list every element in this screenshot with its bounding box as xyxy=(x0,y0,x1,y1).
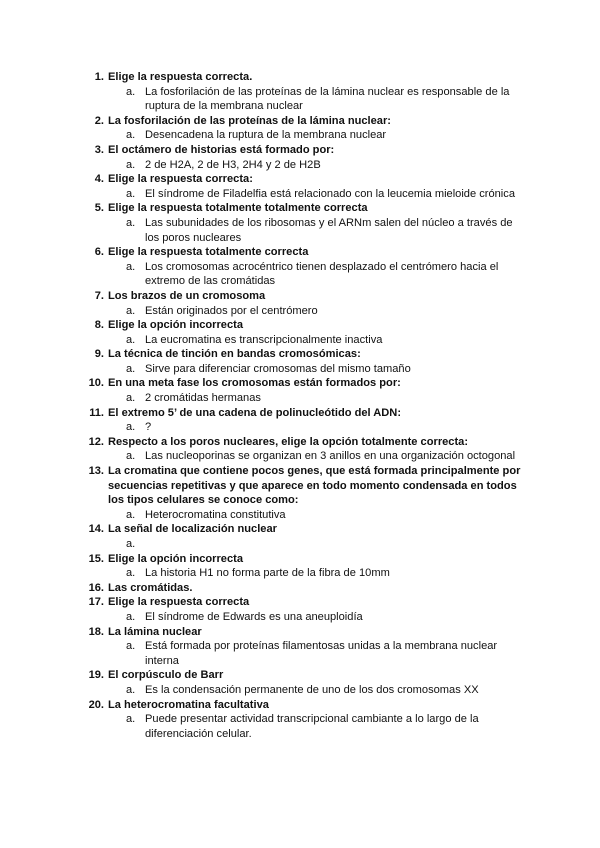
answer-text: Sirve para diferenciar cromosomas del mismo tamaño xyxy=(145,362,411,375)
answer-letter: a. xyxy=(126,129,136,142)
answer-item xyxy=(0,362,600,377)
answer-list xyxy=(0,639,600,668)
answer-item xyxy=(0,639,600,668)
answer-letter: a. xyxy=(126,158,136,171)
question-item xyxy=(0,668,600,697)
question-text: La técnica de tinción en bandas cromosómicas: xyxy=(108,348,361,361)
answer-letter: a. xyxy=(126,567,136,580)
answer-letter: a. xyxy=(126,610,136,623)
answer-letter: a. xyxy=(126,304,136,317)
question-item xyxy=(0,406,600,435)
answer-list xyxy=(0,712,600,741)
answer-letter: a. xyxy=(126,538,136,550)
question-text: La lámina nuclear xyxy=(108,625,202,638)
answer-letter: a. xyxy=(126,333,136,346)
answer-list xyxy=(0,85,600,114)
answer-list xyxy=(0,391,600,406)
question-list xyxy=(0,70,600,741)
answer-list xyxy=(0,537,600,552)
question-number: 5. xyxy=(94,202,104,215)
question-number: 17. xyxy=(88,596,104,609)
question-number: 9. xyxy=(94,348,104,361)
answer-item xyxy=(0,566,600,581)
answer-list xyxy=(0,362,600,377)
question-text: Elige la respuesta correcta xyxy=(108,596,250,609)
question-number: 10. xyxy=(88,377,104,390)
answer-item xyxy=(0,304,600,319)
answer-item xyxy=(0,260,600,289)
answer-text: ? xyxy=(145,421,152,434)
answer-text: El síndrome de Filadelfia está relacionado con la leucemia mieloide crónica xyxy=(145,187,515,200)
answer-text: Está formada por proteínas filamentosas unidas a la membrana nuclear interna xyxy=(145,640,498,667)
question-text: El extremo 5’ de una cadena de polinucleótido del ADN: xyxy=(108,406,402,419)
question-text: Los brazos de un cromosoma xyxy=(108,289,266,302)
answer-list xyxy=(0,420,600,435)
answer-list xyxy=(0,187,600,202)
question-number: 8. xyxy=(94,319,104,332)
question-item xyxy=(0,201,600,245)
answer-list xyxy=(0,683,600,698)
answer-letter: a. xyxy=(126,450,136,463)
question-item xyxy=(0,289,600,318)
answer-letter: a. xyxy=(126,713,136,726)
answer-list xyxy=(0,333,600,348)
question-item xyxy=(0,70,600,114)
question-number: 12. xyxy=(88,435,104,448)
answer-letter: a. xyxy=(126,187,136,200)
question-number: 2. xyxy=(94,114,104,127)
answer-list xyxy=(0,260,600,289)
question-item xyxy=(0,143,600,172)
question-number: 7. xyxy=(94,289,104,302)
answer-item xyxy=(0,333,600,348)
answer-item xyxy=(0,420,600,435)
question-item xyxy=(0,114,600,143)
question-text: La señal de localización nuclear xyxy=(108,523,277,536)
answer-letter: a. xyxy=(126,640,136,653)
answer-list xyxy=(0,158,600,173)
answer-text: Están originados por el centrómero xyxy=(145,304,318,317)
question-number: 6. xyxy=(94,246,104,259)
answer-letter: a. xyxy=(126,508,136,521)
question-item xyxy=(0,552,600,581)
answer-letter: a. xyxy=(126,260,136,273)
answer-letter: a. xyxy=(126,216,136,229)
question-text: El corpúsculo de Barr xyxy=(108,669,224,682)
answer-text: Los cromosomas acrocéntrico tienen desplazado el centrómero hacia el extremo de las cromátidas xyxy=(145,260,499,288)
answer-text: Las nucleoporinas se organizan en 3 anillos en una organización octogonal xyxy=(145,450,516,463)
question-item xyxy=(0,435,600,464)
question-text: Elige la respuesta totalmente correcta xyxy=(108,246,309,259)
answer-text: La eucromatina es transcripcionalmente inactiva xyxy=(145,333,383,346)
question-text: El octámero de historias está formado por: xyxy=(108,143,335,156)
answer-letter: a. xyxy=(126,683,136,696)
answer-letter: a. xyxy=(126,85,136,98)
question-item xyxy=(0,595,600,624)
answer-text: Puede presentar actividad transcripcional cambiante a lo largo de la diferenciación celular. xyxy=(145,713,479,740)
question-item xyxy=(0,172,600,201)
question-text: Elige la respuesta correcta: xyxy=(108,173,253,186)
question-number: 3. xyxy=(94,143,104,156)
answer-item xyxy=(0,85,600,114)
answer-item xyxy=(0,610,600,625)
question-text: La fosforilación de las proteínas de la lámina nuclear: xyxy=(108,114,391,127)
answer-text: Es la condensación permanente de uno de los dos cromosomas XX xyxy=(145,683,479,696)
question-number: 14. xyxy=(88,523,104,536)
answer-item xyxy=(0,158,600,173)
answer-list xyxy=(0,128,600,143)
question-text: La heterocromatina facultativa xyxy=(108,698,269,711)
question-text: Respecto a los poros nucleares, elige la opción totalmente correcta: xyxy=(108,435,469,448)
answer-item xyxy=(0,712,600,741)
answer-list xyxy=(0,566,600,581)
question-item xyxy=(0,245,600,289)
question-number: 19. xyxy=(88,669,104,682)
question-number: 18. xyxy=(88,625,104,638)
answer-text xyxy=(145,537,520,552)
answer-letter: a. xyxy=(126,392,136,405)
answer-item xyxy=(0,449,600,464)
answer-list xyxy=(0,508,600,523)
question-text: Las cromátidas. xyxy=(108,581,193,594)
question-number: 11. xyxy=(89,406,104,419)
answer-item xyxy=(0,187,600,202)
question-item xyxy=(0,347,600,376)
answer-list xyxy=(0,216,600,245)
answer-list xyxy=(0,610,600,625)
question-text: Elige la opción incorrecta xyxy=(108,319,244,332)
answer-text: 2 de H2A, 2 de H3, 2H4 y 2 de H2B xyxy=(145,158,321,171)
answer-item xyxy=(0,683,600,698)
question-text: En una meta fase los cromosomas están formados por: xyxy=(108,377,401,390)
answer-text: Desencadena la ruptura de la membrana nuclear xyxy=(145,129,387,142)
question-text: Elige la respuesta totalmente totalmente correcta xyxy=(108,202,368,215)
question-item xyxy=(0,698,600,742)
question-item xyxy=(0,376,600,405)
answer-item xyxy=(0,537,600,552)
answer-list xyxy=(0,304,600,319)
question-text: La cromatina que contiene pocos genes, que está formada principalmente por secuencias repetitivas y que aparece en todo momento condensada en todos los tipos celulares se conoce como: xyxy=(108,465,521,507)
answer-text: La historia H1 no forma parte de la fibra de 10mm xyxy=(145,567,390,580)
answer-item xyxy=(0,216,600,245)
answer-text: La fosforilación de las proteínas de la lámina nuclear es responsable de la ruptura de la membrana nuclear xyxy=(145,85,510,113)
answer-item xyxy=(0,508,600,523)
question-item xyxy=(0,581,600,596)
answer-text: 2 cromátidas hermanas xyxy=(145,392,261,405)
answer-item xyxy=(0,128,600,143)
question-item xyxy=(0,318,600,347)
question-number: 16. xyxy=(88,581,104,594)
answer-text: Las subunidades de los ribosomas y el ARNm salen del núcleo a través de los poros nucleares xyxy=(145,216,513,244)
question-item xyxy=(0,522,600,551)
answer-list xyxy=(0,449,600,464)
answer-text: Heterocromatina constitutiva xyxy=(145,508,286,521)
answer-item xyxy=(0,391,600,406)
question-item xyxy=(0,625,600,669)
question-text: Elige la opción incorrecta xyxy=(108,552,244,565)
answer-letter: a. xyxy=(126,362,136,375)
question-number: 20. xyxy=(88,698,104,711)
answer-letter: a. xyxy=(126,421,136,434)
question-number: 15. xyxy=(88,552,104,565)
question-text: Elige la respuesta correcta. xyxy=(108,71,253,83)
question-number: 13. xyxy=(88,465,104,478)
answer-text: El síndrome de Edwards es una aneuploidía xyxy=(145,610,363,623)
question-number: 1. xyxy=(94,71,104,83)
question-number: 4. xyxy=(94,173,104,186)
question-item xyxy=(0,464,600,522)
